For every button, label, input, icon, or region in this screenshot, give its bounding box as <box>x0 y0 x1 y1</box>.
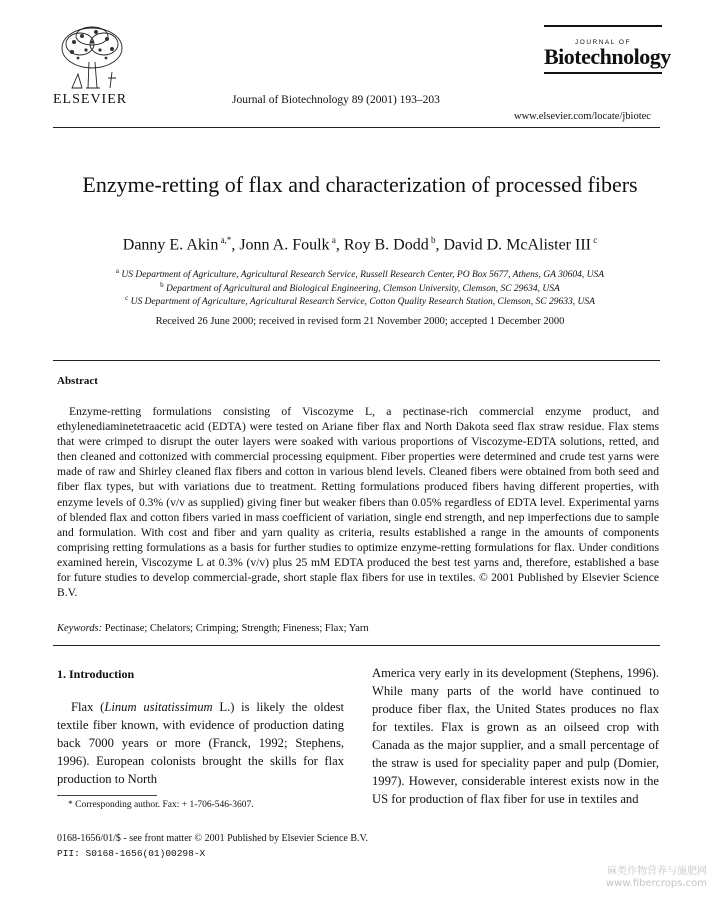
abstract-top-divider <box>53 360 660 361</box>
elsevier-tree-logo <box>52 22 130 92</box>
author-affil-marker: c <box>590 235 598 245</box>
received-dates: Received 26 June 2000; received in revised form 21 November 2000; accepted 1 December 2000 <box>155 316 565 327</box>
keywords-label: Keywords: <box>57 623 103 634</box>
front-matter-line: 0168-1656/01/$ - see front matter © 2001 Published by Elsevier Science B.V. <box>57 833 368 844</box>
pii-line: PII: S0168-1656(01)00298-X <box>57 848 206 859</box>
footnote-divider <box>57 795 157 796</box>
intro-text: Flax ( <box>71 700 105 714</box>
article-title: Enzyme-retting of flax and characterization of processed fibers <box>82 172 638 197</box>
affiliation-marker: a <box>115 267 120 275</box>
intro-text: L.) is likely the oldest textile fiber known, with evidence of production dating back 7000 years or more (Franck, 1992; Stephens, 1996). European colonists brought the skills for flax production to North <box>57 700 344 786</box>
affiliation-marker: c <box>125 294 129 302</box>
section-heading: 1. Introduction <box>57 667 135 681</box>
corresponding-author-footnote: * Corresponding author. Fax: + 1-706-546-3607. <box>68 800 254 810</box>
publisher-name: ELSEVIER <box>53 92 128 107</box>
affiliation-text: US Department of Agriculture, Agricultural Research Service, Russell Research Center, PO Box 5677, Athens, GA 30604, USA <box>119 270 605 281</box>
affiliation-marker: b <box>160 281 164 289</box>
author-affil-marker: a <box>329 235 336 245</box>
author-name: Roy B. Dodd <box>343 236 429 254</box>
affiliation-text: Department of Agricultural and Biological Engineering, Clemson University, Clemson, SC 29634, USA <box>163 284 560 295</box>
author-affil-marker: b <box>428 235 436 245</box>
abstract-bottom-divider <box>53 645 660 646</box>
keywords-list: Pectinase; Chelators; Crimping; Strength; Fineness; Flax; Yarn <box>102 623 369 634</box>
abstract-text: Enzyme-retting formulations consisting of Viscozyme L, a pectinase-rich commercial enzyme product, and ethylenediaminetetraacetic acid (EDTA) were tested on Ariane fiber flax and North Dakota seed flax straw residue. Flax stems that were crimped to disrupt the outer layers were soaked with various proportions of Viscozyme-EDTA solutions, retted, and then cleaned and cottonized with commercial processing equipment. Fiber properties were determined and crude test yarns were made of raw and Shirley cleaned flax fibers and cotton in various blend levels. Cleaned fibers were obtained from both seed and fiber flax types, but with variations due to treatment. Retting formulations produced fibers having different properties, with enzyme levels of 0.3% (v/v as supplied) giving finer but weaker fibers than 0.05% regardless of EDTA level. Experimental yarns of blended flax and cotton fibers varied in mass coefficient of variation, single end strength, and nep imperfections due to sample and formulation. With cost and fiber and yarn quality as criteria, results established a range in the amounts of components comprising retting formulations as a basis for further studies to optimize enzyme-retting formulations for flax. Under conditions examined herein, Viscozyme L at 0.3% (v/v) plus 25 mM EDTA produced the best test yarns and, therefore, established a base for future studies to develop commercial-grade, short staple flax fibers for use in textiles. © 2001 Published by Elsevier Science B.V. <box>57 405 659 600</box>
keywords <box>57 623 369 634</box>
intro-left-column <box>57 698 344 788</box>
author-name: Jonn A. Foulk <box>239 236 330 254</box>
affiliation <box>40 294 680 307</box>
header-divider <box>53 127 660 128</box>
author-affil-marker: a,* <box>218 235 232 245</box>
author-list: Danny E. Akin $^{a,*}$, Jonn A. Foulk $^a$, Roy B. Dodd $^b$, David D. McAlister III $^c$ <box>122 235 598 254</box>
journal-logo-small: JOURNAL OF <box>575 39 631 46</box>
watermark-line: www.fibercrops.com <box>605 878 707 889</box>
journal-logo <box>544 25 671 74</box>
journal-logo-big: Biotechnology <box>544 44 671 69</box>
author-name: David D. McAlister III <box>443 236 591 254</box>
journal-citation: Journal of Biotechnology 89 (2001) 193–203 <box>232 94 440 106</box>
journal-url[interactable]: www.elsevier.com/locate/jbiotec <box>514 111 651 122</box>
affiliation <box>40 267 680 280</box>
affiliation-text: US Department of Agriculture, Agricultural Research Service, Cotton Quality Research Station, Clemson, SC 29633, USA <box>128 297 595 308</box>
abstract-heading: Abstract <box>57 375 98 387</box>
affiliation <box>40 281 680 294</box>
watermark <box>606 866 707 890</box>
intro-right-column: America very early in its development (Stephens, 1996). While many parts of the world have continued to produce fiber flax, the United States produces no flax for textiles. Flax is grown as an oilseed crop with Canada as the major supplier, and a small percentage of the straw is used for speciality paper and pulp (Domier, 1997). However, considerable interest exists now in the US for production of flax fiber for use in textiles and <box>372 666 659 806</box>
author-name: Danny E. Akin <box>122 236 219 254</box>
watermark-line: 麻类作物营养与施肥网 <box>607 866 707 877</box>
species-name: Linum usitatissimum <box>104 700 213 714</box>
